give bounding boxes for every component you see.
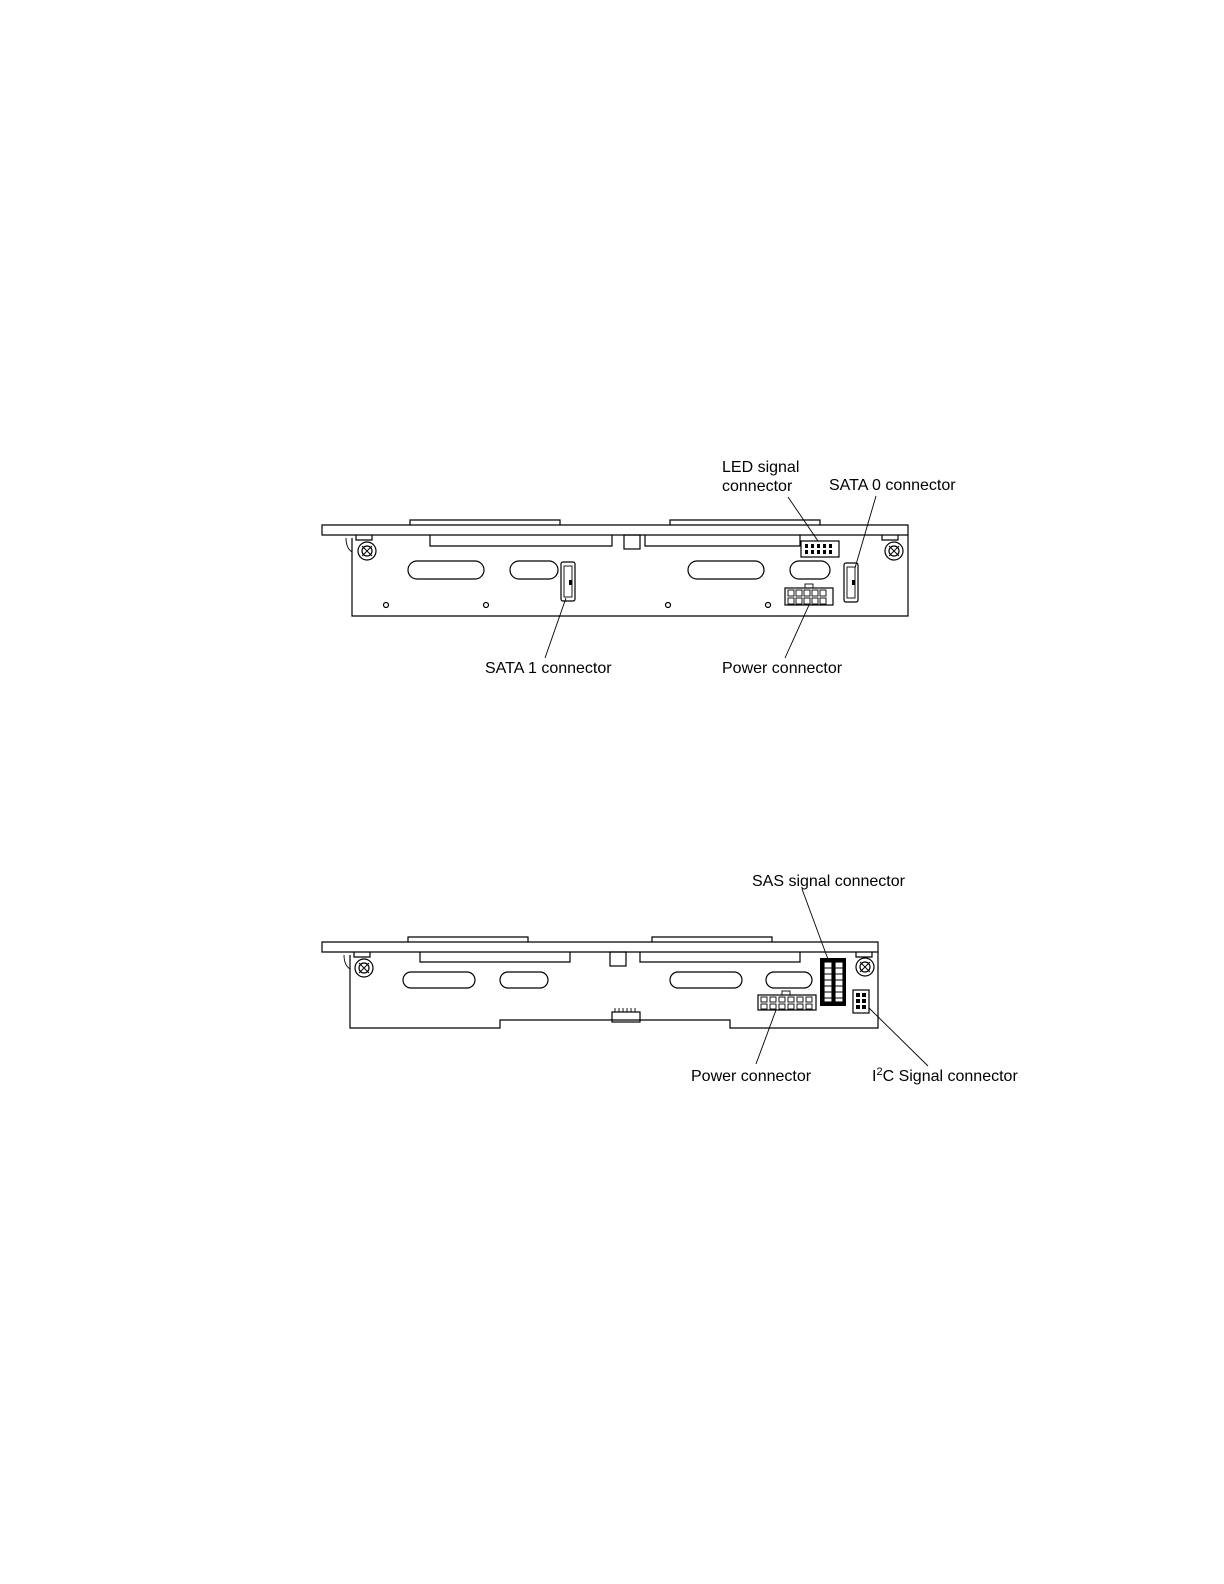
- label-power-connector-1: Power connector: [722, 660, 843, 677]
- label-sas-signal-connector: SAS signal connector: [752, 873, 905, 890]
- label-power-connector-2: Power connector: [691, 1068, 812, 1085]
- led-signal-connector: [801, 541, 839, 557]
- mounting-screw-right-2: [856, 958, 874, 976]
- label-i2c-rest: C Signal connector: [882, 1068, 1018, 1085]
- mounting-screw-left: [358, 542, 376, 560]
- mounting-screw-left-2: [355, 959, 373, 977]
- plate-holes: [384, 603, 771, 608]
- label-i2c-prefix: I: [872, 1068, 877, 1085]
- backplane-plate-2: [344, 952, 878, 1028]
- plate-cutouts: [408, 561, 830, 579]
- mounting-screw-right: [885, 542, 903, 560]
- power-connector: [785, 584, 833, 605]
- sata1-connector: [561, 562, 575, 601]
- top-flange: [322, 520, 908, 549]
- sas-signal-connector: [820, 958, 846, 1006]
- label-sata1-connector: SATA 1 connector: [485, 660, 612, 677]
- power-connector-2: [758, 991, 816, 1010]
- i2c-signal-connector: [853, 990, 869, 1013]
- sata0-connector: [844, 563, 858, 602]
- label-sata0-connector: SATA 0 connector: [829, 477, 956, 494]
- label-i2c-signal-connector: [872, 1066, 1018, 1085]
- label-led-signal-line1: LED signal: [722, 459, 800, 476]
- backplane-diagram-2: [322, 873, 1018, 1085]
- label-i2c-superscript: 2: [876, 1066, 883, 1078]
- label-led-signal-line2: connector: [722, 478, 793, 495]
- backplane-diagram-1: [322, 459, 956, 677]
- plate-cutouts-2: [403, 972, 812, 988]
